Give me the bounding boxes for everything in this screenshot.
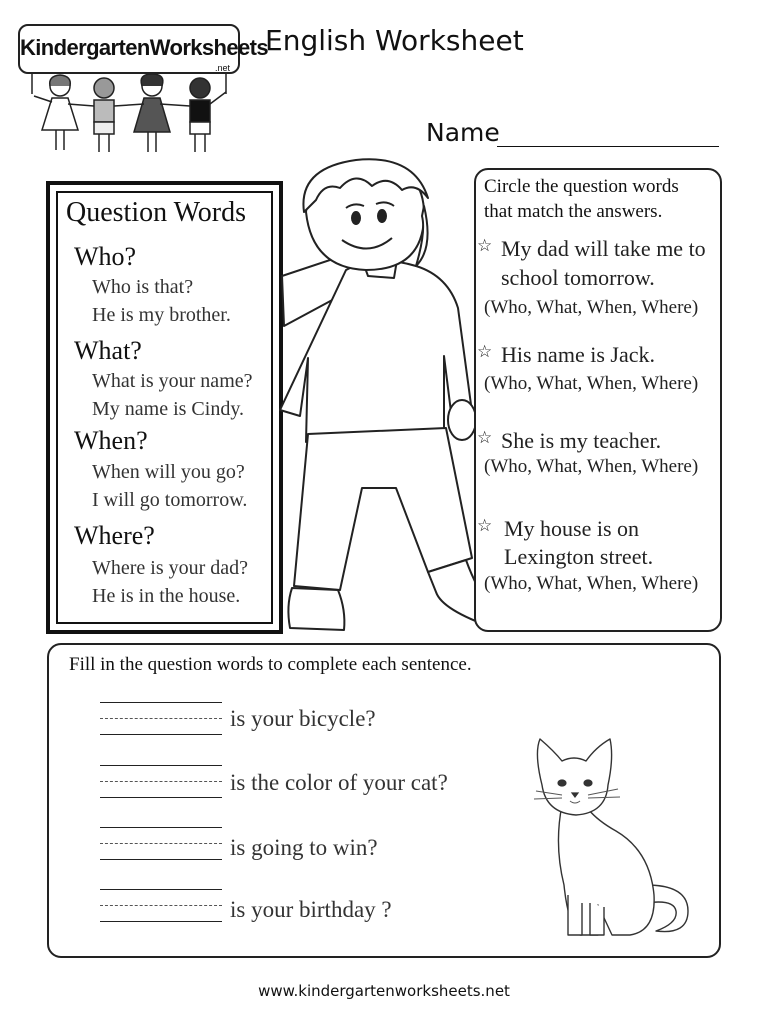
- fill-in-sentence: is going to win?: [230, 835, 378, 860]
- answer-sentence: My house is on: [504, 516, 640, 541]
- fill-in-sentence: is the color of your cat?: [230, 770, 448, 795]
- logo-sign: KindergartenWorksheets: [18, 24, 240, 74]
- fill-in-sentence: is your birthday ?: [230, 897, 392, 922]
- circle-instruction-line-1: Circle the question words: [484, 176, 679, 197]
- site-logo: [18, 8, 269, 158]
- logo-suffix: .net: [214, 63, 230, 73]
- example-question: When will you go?: [92, 461, 245, 483]
- answer-sentence: My dad will take me to: [501, 236, 706, 261]
- footer-website[interactable]: www.kindergartenworksheets.net: [258, 982, 510, 1000]
- circle-instruction-line-2: that match the answers.: [484, 201, 663, 222]
- writing-blank[interactable]: [100, 702, 222, 736]
- cat-illustration: [528, 735, 698, 945]
- star-bullet-icon: ☆: [477, 516, 493, 536]
- question-word-options[interactable]: (Who, What, When, Where): [484, 573, 699, 594]
- answer-sentence-continued: Lexington street.: [504, 544, 654, 569]
- star-bullet-icon: ☆: [477, 428, 493, 448]
- star-bullet-icon: ☆: [477, 236, 493, 256]
- answer-sentence-continued: school tomorrow.: [501, 265, 655, 290]
- example-question: Who is that?: [92, 276, 194, 298]
- writing-blank[interactable]: [100, 889, 222, 923]
- question-word-heading: What?: [74, 336, 142, 365]
- star-bullet-icon: ☆: [477, 342, 493, 362]
- question-word-options[interactable]: (Who, What, When, Where): [484, 373, 699, 394]
- question-word-heading: When?: [74, 426, 148, 455]
- writing-blank[interactable]: [100, 827, 222, 861]
- name-writing-line: [497, 146, 719, 147]
- writing-blank[interactable]: [100, 765, 222, 799]
- fill-in-sentence: is your bicycle?: [230, 706, 376, 731]
- question-word-heading: Who?: [74, 242, 137, 271]
- name-label: Name: [426, 118, 500, 147]
- children-holding-hands-illustration: [18, 72, 240, 158]
- question-word-options[interactable]: (Who, What, When, Where): [484, 456, 699, 477]
- fill-in-instruction: Fill in the question words to complete each sentence.: [69, 654, 472, 675]
- example-answer: He is my brother.: [92, 304, 231, 326]
- question-word-heading: Where?: [74, 521, 155, 550]
- example-answer: I will go tomorrow.: [92, 489, 248, 511]
- question-words-title: Question Words: [66, 197, 247, 228]
- answer-sentence: His name is Jack.: [501, 342, 655, 367]
- example-question: What is your name?: [92, 370, 253, 392]
- answer-sentence: She is my teacher.: [501, 428, 662, 453]
- question-word-options[interactable]: (Who, What, When, Where): [484, 297, 699, 318]
- example-answer: My name is Cindy.: [92, 398, 245, 420]
- boy-illustration: [276, 158, 498, 636]
- example-question: Where is your dad?: [92, 557, 249, 579]
- example-answer: He is in the house.: [92, 585, 241, 607]
- worksheet-title: English Worksheet: [265, 24, 524, 57]
